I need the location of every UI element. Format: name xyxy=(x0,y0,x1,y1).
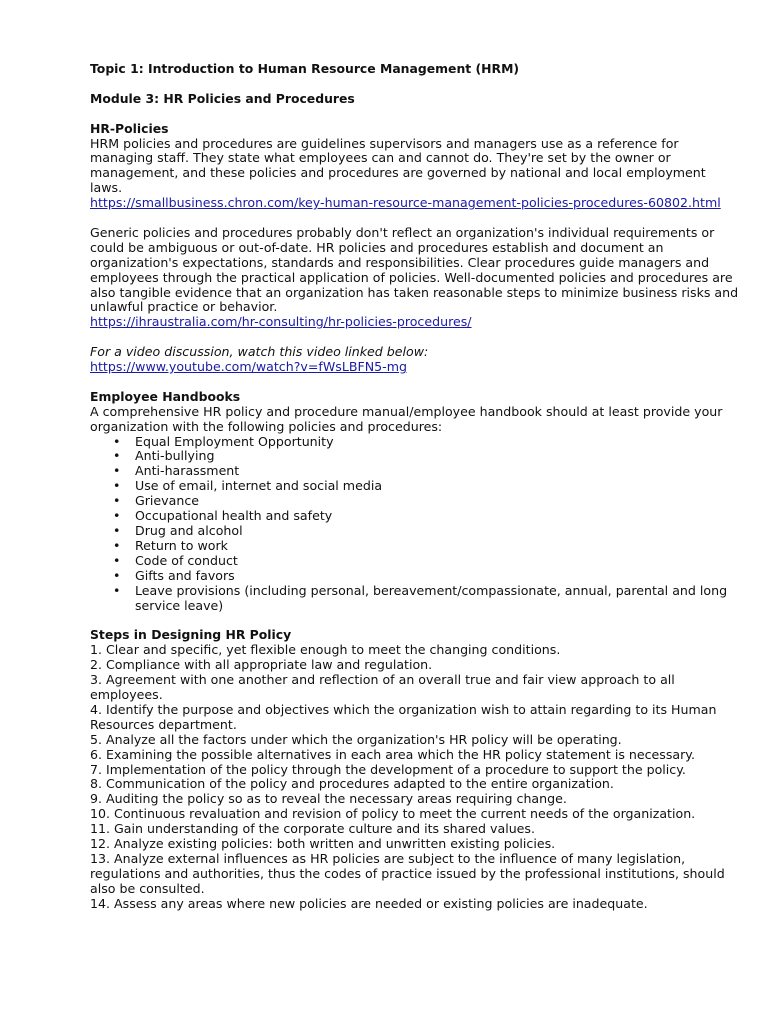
step-item: 4. Identify the purpose and objectives which the organization wish to attain regarding to its Human Resources department. xyxy=(90,701,717,732)
list-item-label: Grievance xyxy=(135,493,200,509)
list-item xyxy=(90,584,740,614)
step-item: 14. Assess any areas where new policies are needed or existing policies are inadequate. xyxy=(90,895,648,911)
youtube-link[interactable]: https://www.youtube.com/watch?v=fWsLBFN5-mg xyxy=(90,359,407,375)
hr-policies-paragraph-2: Generic policies and procedures probably don't reflect an organization's individual requirements or could be ambiguous or out-of-date. HR policies and procedures establish and document an organization's expectations, standards and responsibilities. Clear procedures guide managers and employees through the practical application of policies. Well-documented policies and procedures are also tangible evidence that an organization has taken reasonable steps to minimize business risks and unlawful practice or behavior. xyxy=(90,224,739,315)
bullet-icon: • xyxy=(113,493,121,509)
steps-heading: Steps in Designing HR Policy xyxy=(90,627,292,643)
step-item: 10. Continuous revaluation and revision of policy to meet the current needs of the organization. xyxy=(90,806,696,822)
chron-link[interactable]: https://smallbusiness.chron.com/key-human-resource-management-policies-procedures-60802.html xyxy=(90,195,721,211)
bullet-icon: • xyxy=(113,433,121,449)
step-item: 9. Auditing the policy so as to reveal the necessary areas requiring change. xyxy=(90,791,567,807)
list-item xyxy=(90,435,740,450)
bullet-icon: • xyxy=(113,582,121,598)
hr-policies-heading: HR-Policies xyxy=(90,120,169,136)
list-item xyxy=(90,524,740,539)
topic-title: Topic 1: Introduction to Human Resource Management (HRM) xyxy=(90,61,520,76)
bullet-icon: • xyxy=(113,508,121,524)
step-item: 11. Gain understanding of the corporate culture and its shared values. xyxy=(90,821,535,837)
step-item: 1. Clear and specific, yet flexible enough to meet the changing conditions. xyxy=(90,642,561,658)
step-item: 12. Analyze existing policies: both written and unwritten existing policies. xyxy=(90,836,556,852)
bullet-icon: • xyxy=(113,448,121,464)
step-item: 3. Agreement with one another and reflection of an overall true and fair view approach to all employees. xyxy=(90,672,675,702)
list-item xyxy=(90,539,740,554)
step-item: 13. Analyze external influences as HR policies are subject to the influence of many legislation, regulations and authorities, thus the codes of practice issued by the professional institutions, should also be consulted. xyxy=(90,850,725,896)
list-item-label: Anti-harassment xyxy=(135,463,240,479)
hr-policies-paragraph: HRM policies and procedures are guidelines supervisors and managers use as a reference for managing staff. They state what employees can and cannot do. They're set by the owner or management, and these policies and procedures are governed by national and local employment laws. xyxy=(90,135,706,196)
bullet-icon: • xyxy=(113,463,121,479)
step-item: 8. Communication of the policy and procedures adapted to the entire organization. xyxy=(90,776,614,792)
handbooks-heading: Employee Handbooks xyxy=(90,388,241,404)
spacer xyxy=(90,613,740,628)
list-item-label: Occupational health and safety xyxy=(135,508,333,524)
step-item: 5. Analyze all the factors under which the organization's HR policy will be operating. xyxy=(90,731,622,747)
steps-list xyxy=(90,643,740,911)
list-item-label: Gifts and favors xyxy=(135,567,235,583)
list-item-label: Equal Employment Opportunity xyxy=(135,433,334,449)
list-item-label: Return to work xyxy=(135,537,228,553)
spacer xyxy=(90,375,740,390)
list-item-label: Anti-bullying xyxy=(135,448,215,464)
list-item xyxy=(90,464,740,479)
bullet-icon: • xyxy=(113,537,121,553)
list-item-label: Use of email, internet and social media xyxy=(135,478,383,494)
list-item xyxy=(90,494,740,509)
list-item xyxy=(90,449,740,464)
module-title: Module 3: HR Policies and Procedures xyxy=(90,90,355,106)
bullet-icon: • xyxy=(113,552,121,568)
bullet-icon: • xyxy=(113,523,121,539)
spacer xyxy=(90,330,740,345)
ihraustralia-link[interactable]: https://ihraustralia.com/hr-consulting/hr-policies-procedures/ xyxy=(90,314,472,330)
video-note: For a video discussion, watch this video linked below: xyxy=(90,344,429,360)
list-item xyxy=(90,509,740,524)
bullet-icon: • xyxy=(113,567,121,583)
handbook-list xyxy=(90,435,740,614)
bullet-icon: • xyxy=(113,478,121,494)
list-item xyxy=(90,569,740,584)
handbooks-intro: A comprehensive HR policy and procedure manual/employee handbook should at least provide your organization with the following policies and procedures: xyxy=(90,403,723,434)
spacer xyxy=(90,107,740,122)
step-item: 2. Compliance with all appropriate law and regulation. xyxy=(90,657,433,673)
list-item xyxy=(90,479,740,494)
document-page xyxy=(90,62,740,912)
list-item-label: Leave provisions (including personal, bereavement/compassionate, annual, parental and long service leave) xyxy=(135,582,728,613)
list-item-label: Code of conduct xyxy=(135,552,238,568)
list-item-label: Drug and alcohol xyxy=(135,523,243,539)
spacer xyxy=(90,211,740,226)
step-item: 7. Implementation of the policy through the development of a procedure to support the policy. xyxy=(90,761,686,777)
spacer xyxy=(90,77,740,92)
list-item xyxy=(90,554,740,569)
step-item: 6. Examining the possible alternatives in each area which the HR policy statement is necessary. xyxy=(90,746,695,762)
